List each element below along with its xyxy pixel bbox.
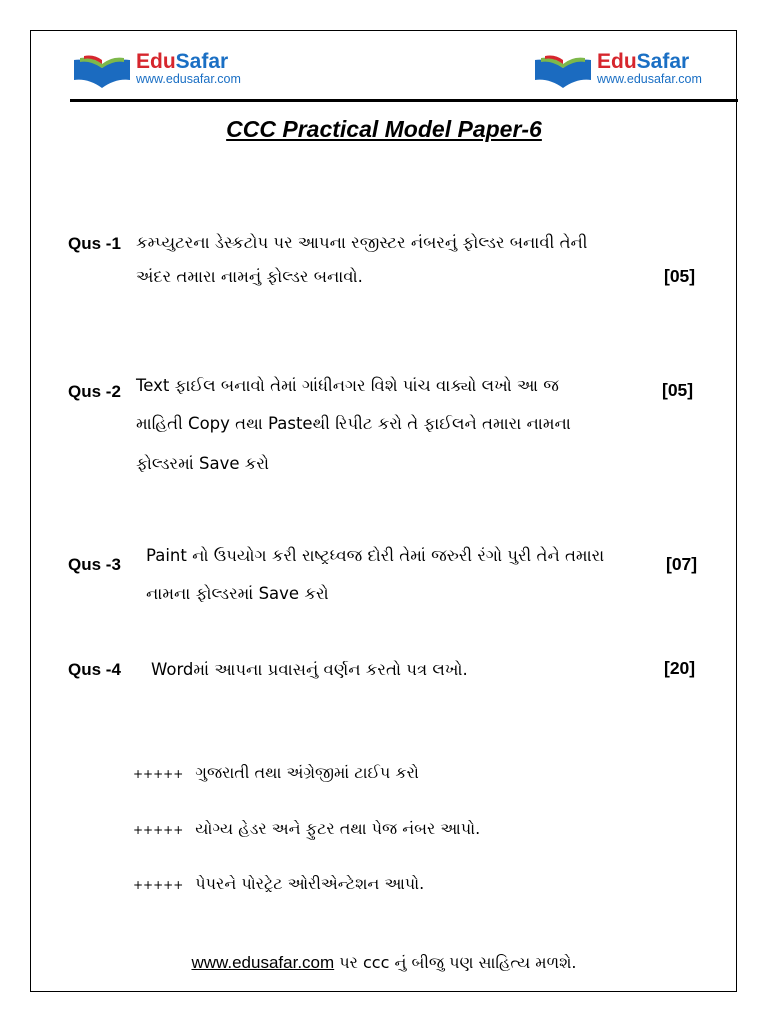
brand-edu: Edu xyxy=(597,50,637,73)
logo-url: www.edusafar.com xyxy=(597,72,702,86)
question-4-label: Qus -4 xyxy=(68,660,121,679)
note-item xyxy=(133,874,424,894)
open-book-logo-icon xyxy=(533,54,593,90)
note-text: યોગ્ય હેડર અને ફુટર તથા પેજ નંબર આપો. xyxy=(195,819,481,838)
page-title: CCC Practical Model Paper-6 xyxy=(226,116,542,142)
question-3-line-2: નામના ફોલ્ડરમાં Save કરો xyxy=(146,584,329,603)
question-3-marks: [07] xyxy=(666,554,698,574)
question-4-line-1: Wordમાં આપના પ્રવાસનું વર્ણન કરતો પત્ર લખો. xyxy=(151,660,468,679)
brand-safar: Safar xyxy=(636,50,690,73)
footer xyxy=(0,953,768,973)
question-2-line-1: Text ફાઈલ બનાવો તેમાં ગાંધીનગર વિશે પાંચ વાક્યો લખો આ જ xyxy=(136,376,559,395)
question-4-marks: [20] xyxy=(664,658,696,678)
question-1-line-2: અંદર તમારા નામનું ફોલ્ડર બનાવો. xyxy=(136,267,363,286)
question-2-marks: [05] xyxy=(662,380,694,400)
footer-link[interactable]: www.edusafar.com xyxy=(191,953,335,972)
open-book-logo-icon xyxy=(72,54,132,90)
brand-safar: Safar xyxy=(175,50,229,73)
question-3-label: Qus -3 xyxy=(68,555,121,574)
question-2-label: Qus -2 xyxy=(68,382,121,401)
note-text: પેપરને પોરટ્રેટ ઓરીએન્ટેશન આપો. xyxy=(195,874,425,893)
question-3-line-1: Paint નો ઉપયોગ કરી રાષ્ટ્રધ્વજ દોરી તેમાં જરુરી રંગો પુરી તેને તમારા xyxy=(146,546,605,565)
question-1-label: Qus -1 xyxy=(68,234,121,253)
question-2-line-2: માહિતી Copy તથા Pasteથી રિપીટ કરો તે ફાઈલને તમારા નામના xyxy=(136,414,571,433)
header-divider xyxy=(70,99,738,102)
logo-url: www.edusafar.com xyxy=(136,72,241,86)
question-2-line-3: ફોલ્ડરમાં Save કરો xyxy=(136,454,270,473)
brand-edu: Edu xyxy=(136,50,176,73)
page-border xyxy=(30,30,737,992)
note-text: ગુજરાતી તથા અંગ્રેજીમાં ટાઈપ કરો xyxy=(195,763,419,782)
note-bullet: +++++ xyxy=(133,767,184,781)
footer-text: પર ccc નું બીજુ પણ સાહિત્ય મળશે. xyxy=(334,953,577,972)
note-bullet: +++++ xyxy=(133,823,184,837)
note-bullet: +++++ xyxy=(133,878,184,892)
question-1-line-1: કમ્પ્યુટરના ડેસ્કટોપ પર આપના રજીસ્ટર નંબરનું ફોલ્ડર બનાવી તેની xyxy=(136,233,588,252)
note-item xyxy=(133,819,480,839)
note-item xyxy=(133,763,419,783)
question-1-marks: [05] xyxy=(664,266,696,286)
